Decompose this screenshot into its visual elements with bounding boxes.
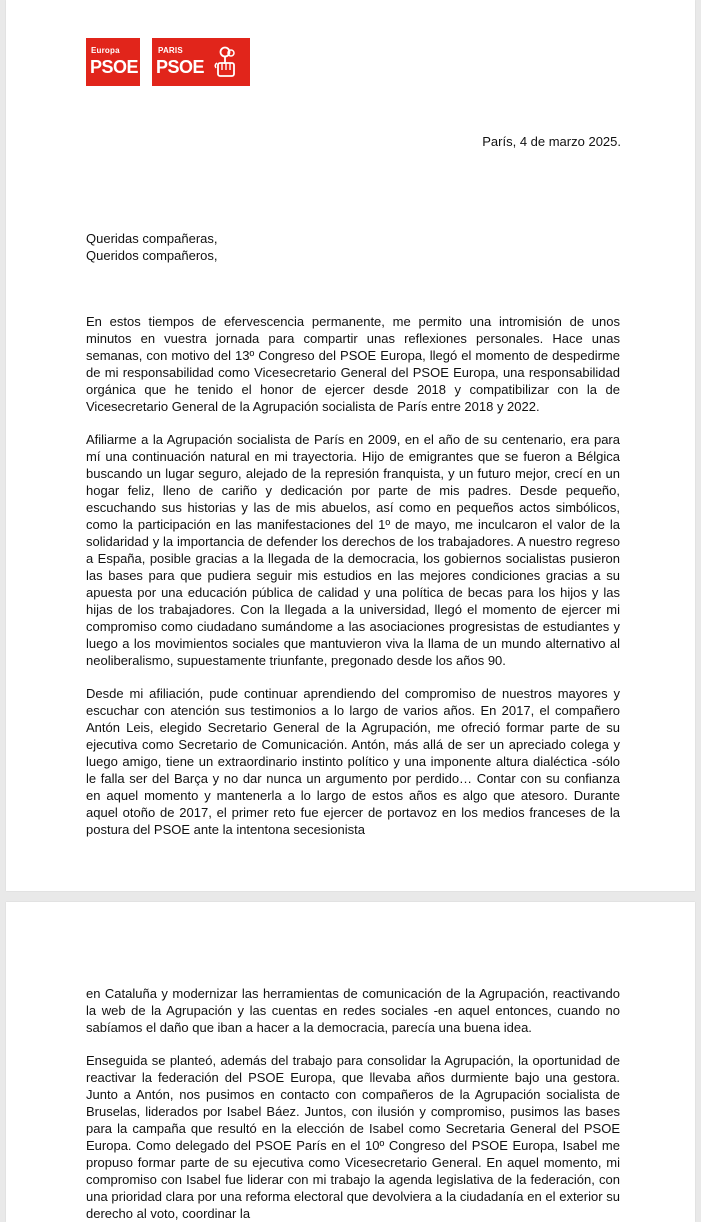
salutation <box>86 230 218 264</box>
psoe-paris-logo <box>152 38 250 86</box>
salutation-line-1: Queridas compañeras, <box>86 231 218 246</box>
logo-paris-small-text: PARIS <box>158 46 183 55</box>
letter-page-1 <box>6 0 695 891</box>
letter-body-page-2 <box>86 985 620 1222</box>
psoe-europa-logo <box>86 38 140 86</box>
logo-europa-big-text: PSOE <box>90 57 139 77</box>
logo-europa-small-text: Europa <box>91 46 120 55</box>
paragraph: en Cataluña y modernizar las herramientas de comunicación de la Agrupación, reactivando la web de la Agrupación y las cuentas en redes sociales -en aquel entonces, cuando no sabíamos el daño que iban a hacer a la democracia, parecía una buena idea. <box>86 986 620 1035</box>
rose-fist-icon <box>212 46 242 78</box>
logo-paris-big-text: PSOE <box>156 57 205 77</box>
letter-page-2 <box>6 902 695 1222</box>
paragraph: En estos tiempos de efervescencia permanente, me permito una intromisión de unos minutos en vuestra jornada para compartir unas reflexiones personales. Hace unas semanas, con motivo del 13º Congreso del PSOE Europa, llegó el momento de despedirme de mi responsabilidad como Vicesecretario General del PSOE Europa, una responsabilidad orgánica que he tenido el honor de ejercer desde 2018 y compatibilizar con la de Vicesecretario General de la Agrupación socialista de París entre 2018 y 2022. <box>86 314 620 414</box>
logo-group <box>86 38 250 86</box>
paragraph: Desde mi afiliación, pude continuar aprendiendo del compromiso de nuestros mayores y escuchar con atención sus testimonios a lo largo de varios años. En 2017, el compañero Antón Leis, elegido Secretario General de la Agrupación, me ofreció formar parte de su ejecutiva como Secretario de Comunicación. Antón, más allá de ser un apreciado colega y luego amigo, tiene un extraordinario instinto político y una imponente altura dialéctica -sólo le falla ser del Barça y no dar nunca un argumento por perdido… Contar con su confianza en aquel momento y mantenerla a lo largo de estos años es algo que atesoro. Durante aquel otoño de 2017, el primer reto fue ejercer de portavoz en los medios franceses de la postura del PSOE ante la intentona secesionista <box>86 686 620 837</box>
paragraph: Afiliarme a la Agrupación socialista de París en 2009, en el año de su centenario, era para mí una continuación natural en mi trayectoria. Hijo de emigrantes que se fueron a Bélgica buscando un lugar seguro, alejado de la represión franquista, y un futuro mejor, crecí en un hogar feliz, lleno de cariño y dedicación por parte de mis padres. Desde pequeño, escuchando sus historias y las de mis abuelos, así como en pequeños actos simbólicos, como la participación en las manifestaciones del 1º de mayo, me inculcaron el valor de la solidaridad y la importancia de defender los derechos de los trabajadores. A nuestro regreso a España, posible gracias a la llegada de la democracia, los gobiernos socialistas pusieron las bases para que pudiera seguir mis estudios en las mejores condiciones gracias a su apuesta por una educación pública de calidad y una política de becas para los hijos y las hijas de los trabajadores. Con la llegada a la universidad, llegó el momento de ejercer mi compromiso como ciudadano sumándome a las asociaciones progresistas de estudiantes y luego a los movimientos sociales que mantuvieron viva la llama de un mundo alternativo al neoliberalismo, supuestamente triunfante, pregonado desde los años 90. <box>86 432 620 668</box>
letter-body-page-1 <box>86 313 620 854</box>
paragraph: Enseguida se planteó, además del trabajo para consolidar la Agrupación, la oportunidad de reactivar la federación del PSOE Europa, que llevaba años durmiente bajo una gestora. Junto a Antón, nos pusimos en contacto con compañeros de la Agrupación socialista de Bruselas, liderados por Isabel Báez. Juntos, con ilusión y compromiso, pusimos las bases para la campaña que resultó en la elección de Isabel como Secretaria General del PSOE Europa. Como delegado del PSOE París en el 10º Congreso del PSOE Europa, Isabel me propuso formar parte de su ejecutiva como Vicesecretario General. En aquel momento, mi compromiso con Isabel fue liderar con mi trabajo la agenda legislativa de la federación, con una prioridad clara por una reforma electoral que devolviera a la ciudadanía en el exterior su derecho al voto, coordinar la <box>86 1053 620 1221</box>
letter-date: París, 4 de marzo 2025. <box>482 134 621 149</box>
salutation-line-2: Queridos compañeros, <box>86 248 218 263</box>
